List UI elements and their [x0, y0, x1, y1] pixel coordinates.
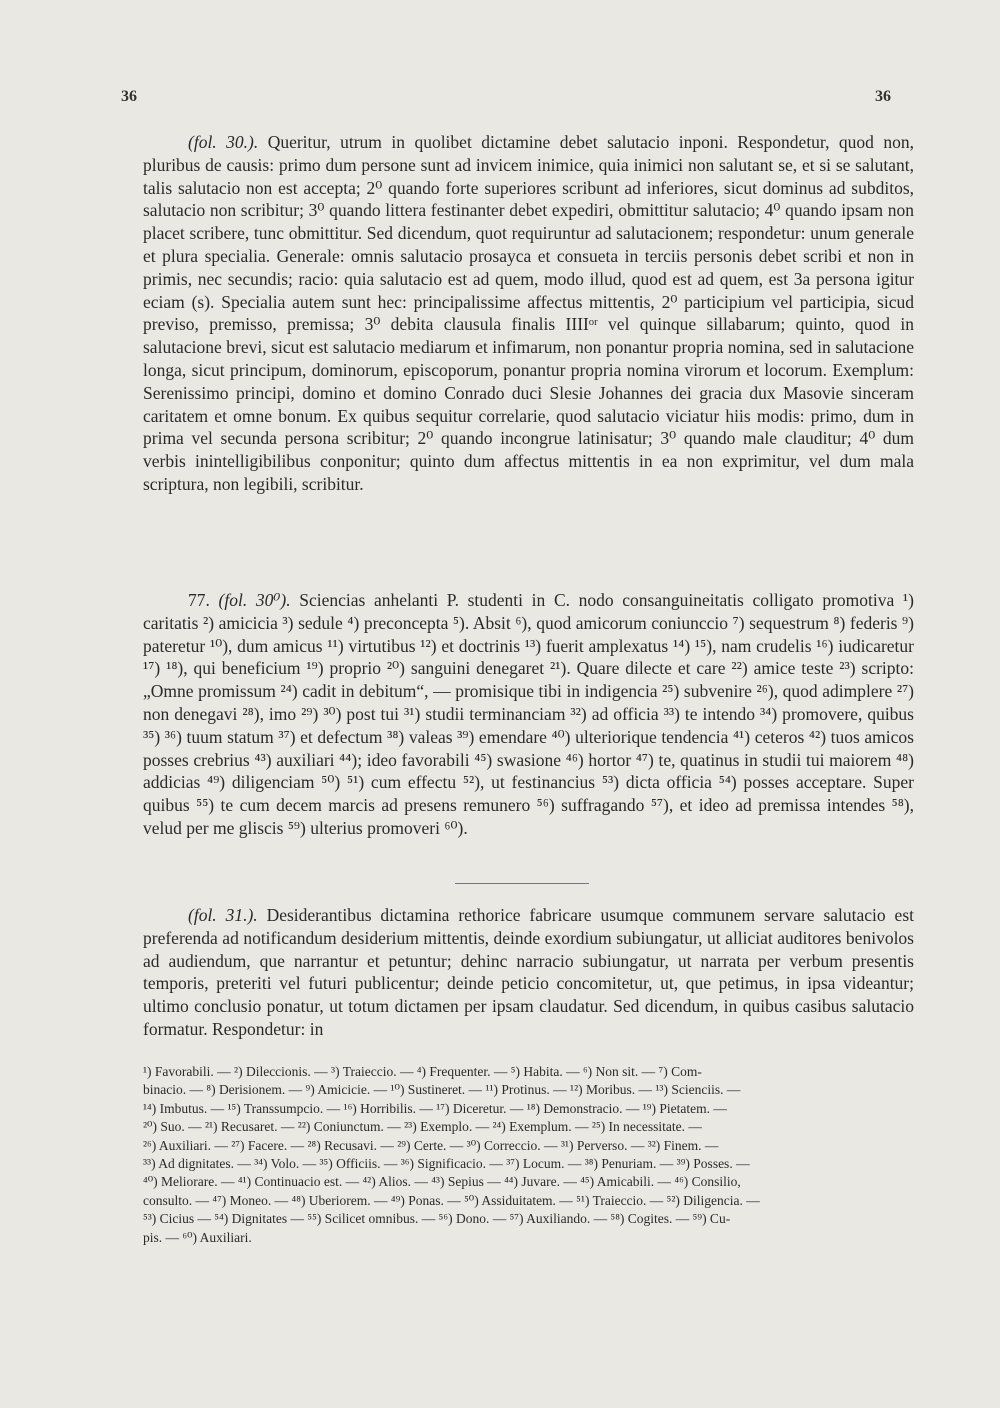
paragraph-text: Queritur, utrum in quolibet dictamine debet salutacio inponi. Respondetur, quod non, pluribus de causis: primo dum persone sunt ad invicem inimice, quia inimici non salutant se, et si se salutant, talis salutacio non est accepta; 2⁰ quando forte superiores scribunt ad inferiores, sicut dominus ad subditos, salutacio non scribitur; 3⁰ quando littera festinanter debet expediri, obmittitur salutacio; 4⁰ quando ipsam non placet scribere, tunc obmittitur. Sed dicendum, quot requiruntur ad salutacionem; respondetur: unum generale et plura specialia. Generale: omnis salutacio prosayca et consueta in terciis personis debet scribi et non in primis, nec secundis; racio: quia salutacio est ad quem, modo illud, quod est ad quem, est 3a persona igitur eciam (s). Specialia autem sunt hec: principalissime affectus mittentis, 2⁰ participium vel participia, sicud previso, premisso, premissa; 3⁰ debita clausula finalis IIIIᵒʳ vel quinque sillabarum; quinto, quod in salutacione brevi, sicut est salutacio mediarum et infimarum, non ponantur propria nomina, sed in salutacione longa, sicut principum, dominorum, episcoporum, ponantur propria nomina virorum et locorum. Exemplum: Serenissimo principi, domino et domino Conrado duci Slesie Johannes dei gracia dux Masovie sinceram caritatem et omne bonum. Ex quibus sequitur correlarie, quod salutacio viciatur hiis modis: primo, dum in prima vel secunda persona scribitur; 2⁰ quando incongrue latinisatur; 3⁰ quando male clauditur; 4⁰ dum verbis inintelligibilibus conponitur; quinto dum affectus mittentis in ea non exprimitur, vel dum mala scriptura, non legibili, scribitur.: [143, 132, 914, 494]
footnote-line: ¹) Favorabili. — ²) Dileccionis. — ³) Traieccio. — ⁴) Frequenter. — ⁵) Habita. — ⁶) Non sit. — ⁷) Com-: [143, 1064, 702, 1079]
footnote-line: ⁴⁰) Meliorare. — ⁴¹) Continuacio est. — ⁴²) Alios. — ⁴³) Sepius — ⁴⁴) Juvare. — ⁴⁵) Amicabili. — ⁴⁶) Consilio,: [143, 1174, 741, 1190]
footnote-line: pis. — ⁶⁰) Auxiliari.: [143, 1229, 252, 1245]
section-divider: [455, 883, 589, 884]
footnote-line: ¹⁴) Imbutus. — ¹⁵) Transsumpcio. — ¹⁶) Horribilis. — ¹⁷) Diceretur. — ¹⁸) Demonstracio. — ¹⁹) Pietatem. —: [143, 1100, 727, 1116]
footnote-line: binacio. — ⁸) Derisionem. — ⁹) Amicicie. — ¹⁰) Sustineret. — ¹¹) Protinus. — ¹²) Moribus. — ¹³) Scienciis. —: [143, 1082, 741, 1098]
footnote-line: ⁵³) Cicius — ⁵⁴) Dignitates — ⁵⁵) Scilicet omnibus. — ⁵⁶) Dono. — ⁵⁷) Auxiliando. — ⁵⁸) Cogites. — ⁵⁹) Cu-: [143, 1211, 731, 1227]
page-number-right: 36: [875, 88, 891, 105]
page-number-left: 36: [121, 88, 137, 105]
letter-text: Sciencias anhelanti P. studenti in C. nodo consanguineitatis colligato promotiva ¹) caritatis ²) amicicia ³) sedule ⁴) preconcepta ⁵). Absit ⁶), quod amicorum coniunccio ⁷) sequestrum ⁸) federis ⁹) pateretur ¹⁰), dum amicus ¹¹) virtutibus ¹²) et doctrinis ¹³) fuerit amplexatus ¹⁴) ¹⁵), nam crudelis ¹⁶) iudicaretur ¹⁷) ¹⁸), qui beneficium ¹⁹) proprio ²⁰) sanguini denegaret ²¹). Quare dilecte et care ²²) amice teste ²³) scripto: „Omne promissum ²⁴) cadit in debitum“, — promisique tibi in indigencia ²⁵) subvenire ²⁶), quod adimplere ²⁷) non denegavi ²⁸), imo ²⁹) ³⁰) post tui ³¹) studii terminanciam ³²) ad officia ³³) te intendo ³⁴) promovere, quibus ³⁵) ³⁶) tuum statum ³⁷) et defectum ³⁸) valeas ³⁹) emendare ⁴⁰) ulteriorique tendencia ⁴¹) ceteros ⁴²) tuos amicos posses crebrius ⁴³) auxiliari ⁴⁴); ideo favorabili ⁴⁵) swasione ⁴⁶) hortor ⁴⁷) te, quatinus in studii tui maiorem ⁴⁸) addicias ⁴⁹) diligenciam ⁵⁰) ⁵¹) cum effectu ⁵²), ut festinancius ⁵³) dicta officia ⁵⁴) posses acceptare. Super quibus ⁵⁵) te cum decem marcis ad presens remunero ⁵⁶) suffragando ⁵⁷), et ideo ad premissa intendes ⁵⁸), velud per me gliscis ⁵⁹) ulterius promoveri ⁶⁰).: [143, 590, 914, 838]
footnote-line: ²⁰) Suo. — ²¹) Recusaret. — ²²) Coniunctum. — ²³) Exemplo. — ²⁴) Exemplum. — ²⁵) In necessitate. —: [143, 1119, 702, 1135]
paragraph-fol-30: [143, 131, 914, 496]
folio-reference: (fol. 31.).: [188, 905, 258, 925]
letter-number: 77.: [188, 590, 210, 610]
footnote-line: ²⁶) Auxiliari. — ²⁷) Facere. — ²⁸) Recusavi. — ²⁹) Certe. — ³⁰) Correccio. — ³¹) Perverso. — ³²) Finem. —: [143, 1137, 719, 1153]
paragraph-text: Desiderantibus dictamina rethorice fabricare usumque communem servare salutacio est preferenda ad notificandum desiderium mittentis, deinde exordium subiungatur, ut alliciat auditores benivolos ad audiendum, que narrantur et petuntur; dehinc narracio subiungatur, ut narrata per verbum presentis temporis, preteriti vel futuri publicentur; deinde peticio concomitetur, ut, que petimus, in ipsa videantur; ultimo conclusio ponatur, ut totum dictamen per ipsam claudatur. Sed dicendum, in quibus casibus salutacio formatur. Respondetur: in: [143, 905, 914, 1039]
footnotes: [143, 1063, 914, 1247]
footnote-line: consulto. — ⁴⁷) Moneo. — ⁴⁸) Uberiorem. — ⁴⁹) Ponas. — ⁵⁰) Assiduitatem. — ⁵¹) Traieccio. — ⁵²) Diligencia. —: [143, 1192, 760, 1208]
folio-reference: (fol. 30.).: [188, 132, 259, 152]
folio-reference: (fol. 30⁰).: [218, 590, 291, 610]
footnote-line: ³³) Ad dignitates. — ³⁴) Volo. — ³⁵) Officiis. — ³⁶) Significacio. — ³⁷) Locum. — ³⁸) Penuriam. — ³⁹) Posses. —: [143, 1156, 750, 1172]
paragraph-fol-31: [143, 904, 914, 1041]
letter-77: [143, 589, 914, 840]
